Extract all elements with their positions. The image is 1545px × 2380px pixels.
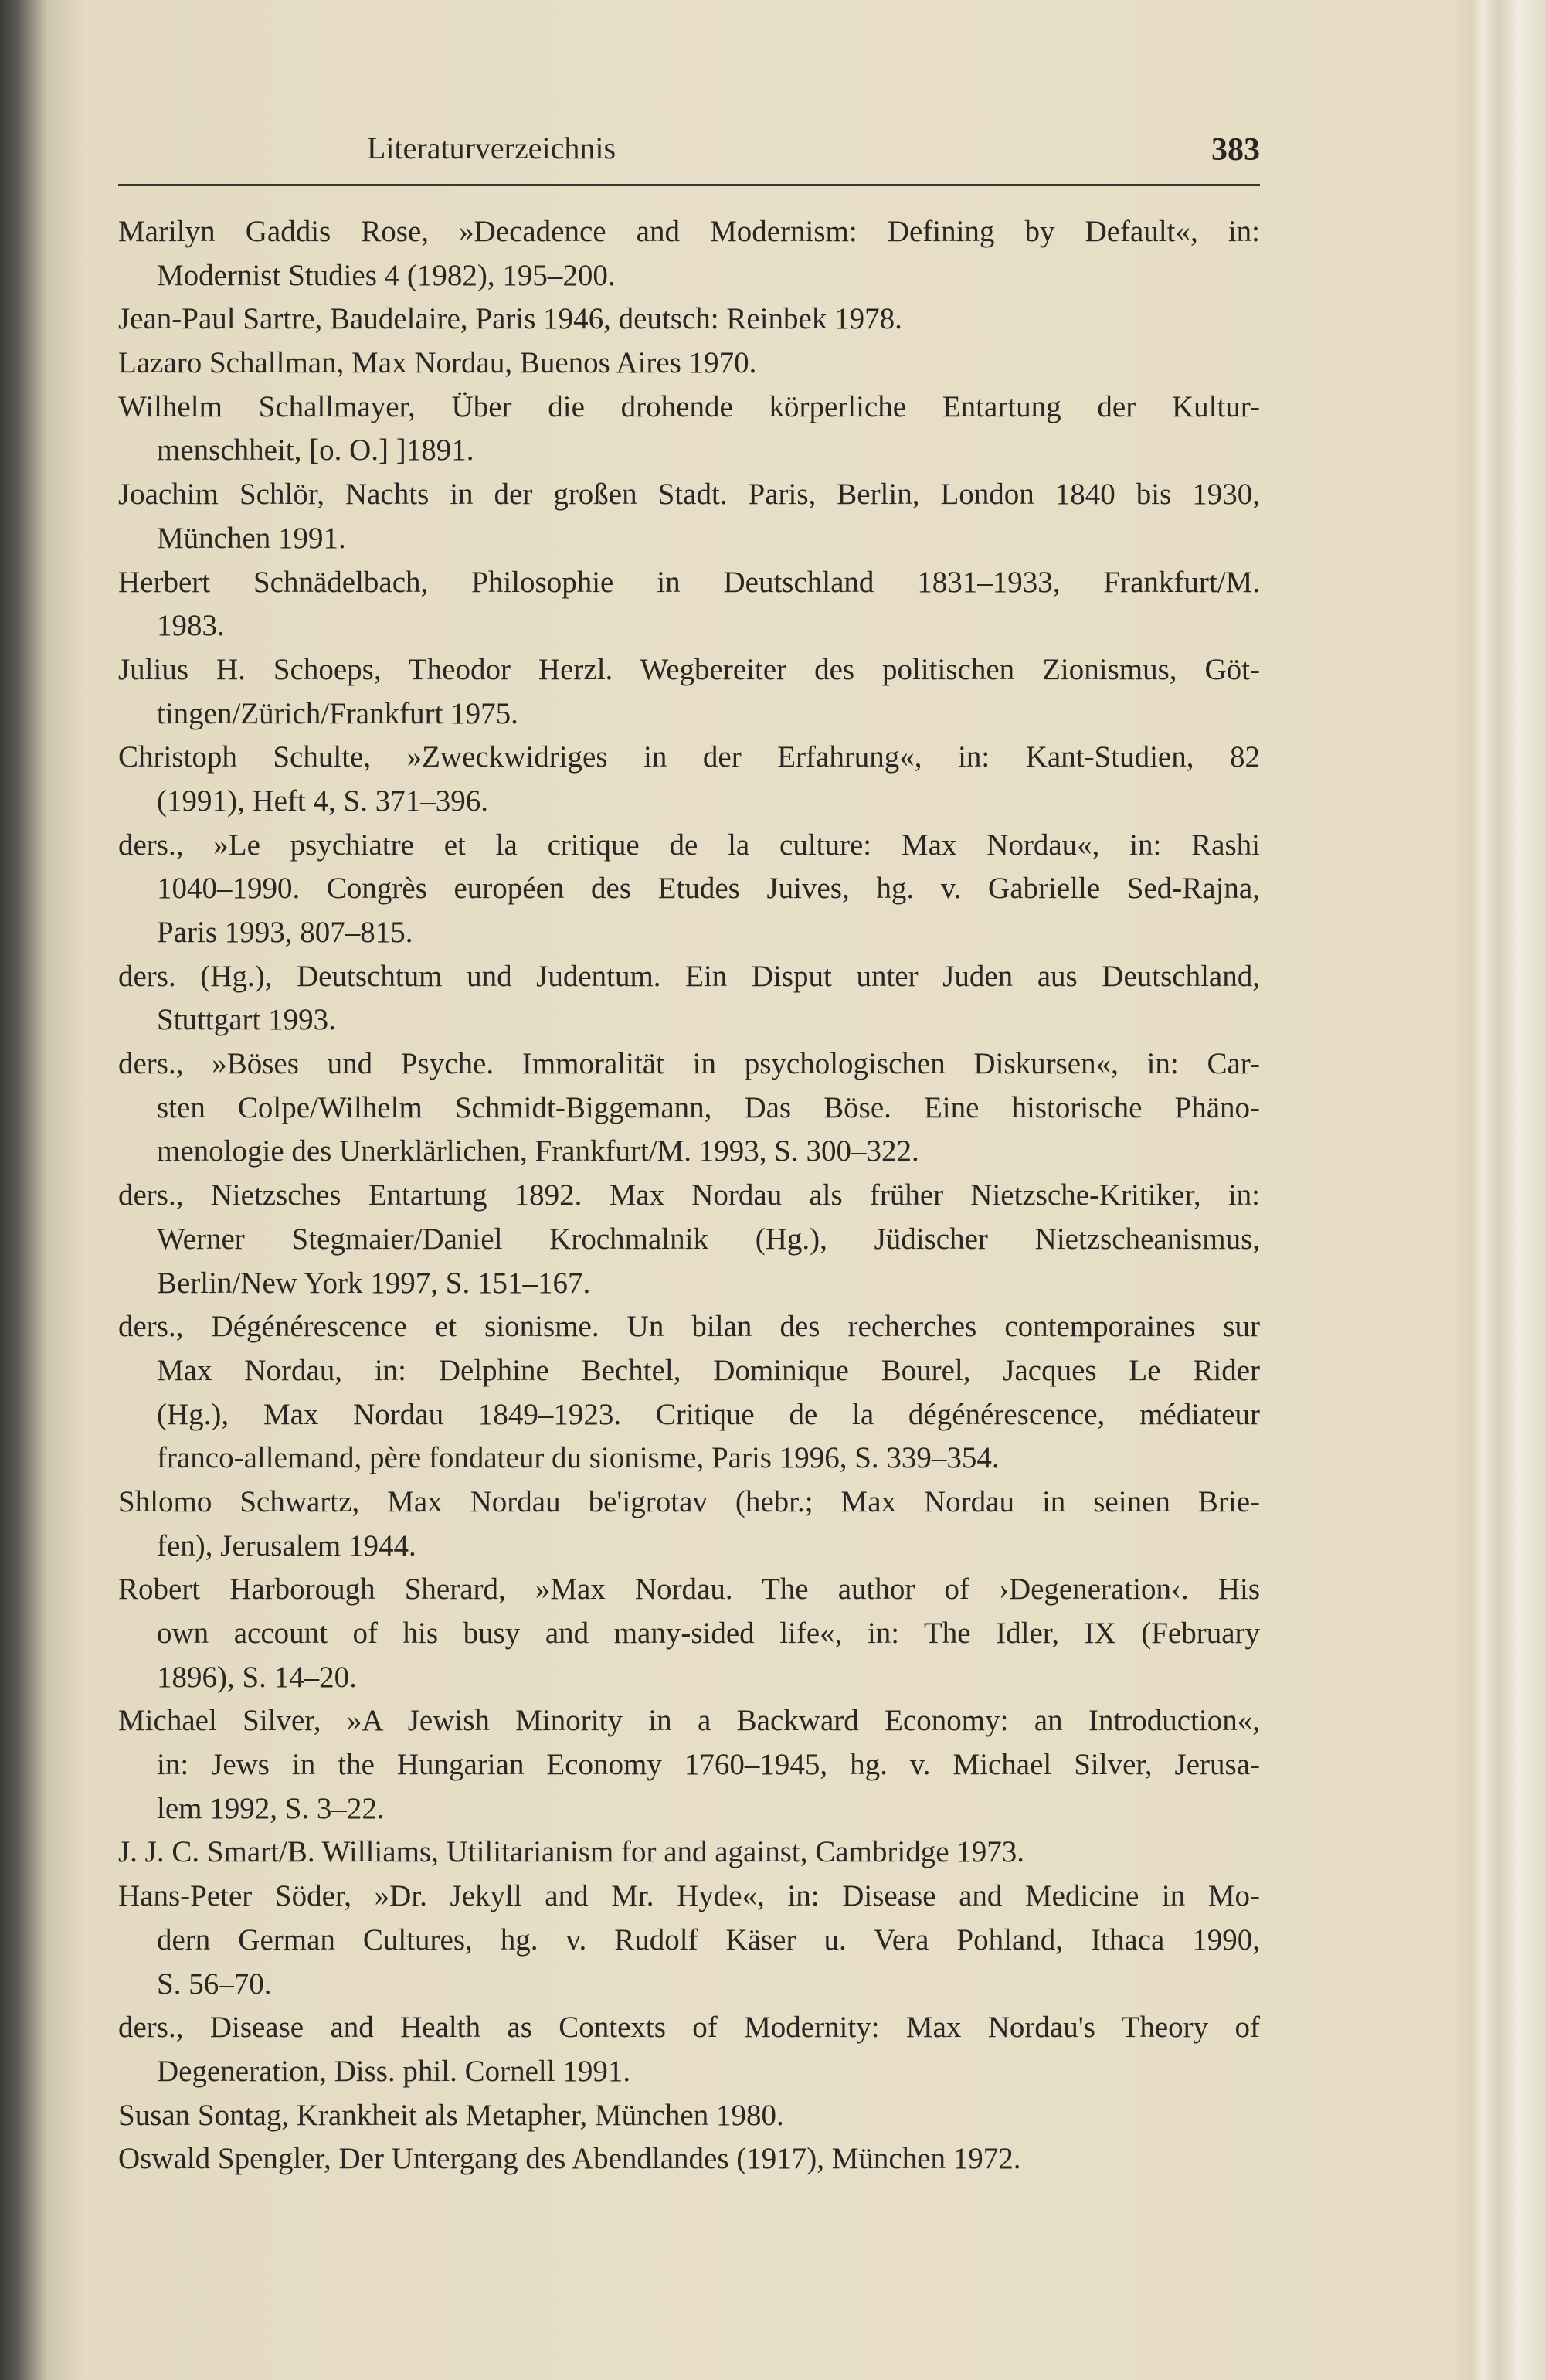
entry-line: Werner Stegmaier/Daniel Krochmalnik (Hg.), Jüdischer Nietzscheanismus, — [157, 1222, 1260, 1256]
bibliography-entry — [118, 1042, 1260, 1174]
entry-line: Marilyn Gaddis Rose, »Decadence and Modernism: Defining by Default«, in: — [118, 215, 1260, 248]
entry-line: fen), Jerusalem 1944. — [157, 1528, 416, 1562]
entry-line: Wilhelm Schallmayer, Über die drohende körperliche Entartung der Kultur- — [118, 389, 1260, 423]
entry-line: tingen/Zürich/Frankfurt 1975. — [157, 696, 518, 730]
bibliography-entry — [118, 1305, 1260, 1481]
entry-line: sten Colpe/Wilhelm Schmidt-Biggemann, Das Böse. Eine historische Phäno- — [157, 1090, 1260, 1124]
entry-line: (Hg.), Max Nordau 1849–1923. Critique de la dégénérescence, médiateur — [157, 1397, 1260, 1431]
bibliography-entry — [118, 473, 1260, 560]
bibliography-entry — [118, 1875, 1260, 2006]
bibliography-entry — [118, 1568, 1260, 1699]
bibliography-entry — [118, 2094, 1260, 2138]
entry-line: Herbert Schnädelbach, Philosophie in Deutschland 1831–1933, Frankfurt/M. — [118, 565, 1260, 599]
entry-line: Modernist Studies 4 (1982), 195–200. — [157, 258, 616, 292]
entry-line: ders., »Le psychiatre et la critique de la culture: Max Nordau«, in: Rashi — [118, 828, 1260, 862]
entry-line: Michael Silver, »A Jewish Minority in a Backward Economy: an Introduction«, — [118, 1704, 1260, 1738]
entry-line: S. 56–70. — [157, 1967, 272, 2001]
entry-line: Christoph Schulte, »Zweckwidriges in der Erfahrung«, in: Kant-Studien, 82 — [118, 740, 1260, 774]
running-title: Literaturverzeichnis — [367, 131, 616, 165]
entry-line: in: Jews in the Hungarian Economy 1760–1945, hg. v. Michael Silver, Jerusa- — [157, 1748, 1260, 1782]
entry-line: Paris 1993, 807–815. — [157, 916, 413, 949]
entry-line: Lazaro Schallman, Max Nordau, Buenos Aires 1970. — [118, 346, 757, 380]
bibliography-entry — [118, 1699, 1260, 1831]
entry-line: Degeneration, Diss. phil. Cornell 1991. — [157, 2054, 631, 2088]
entry-line: ders., Nietzsches Entartung 1892. Max Nordau als früher Nietzsche-Kritiker, in: — [118, 1178, 1260, 1212]
bibliography-entry — [118, 1831, 1260, 1875]
entry-line: 1896), S. 14–20. — [157, 1660, 357, 1694]
bibliography-entry — [118, 210, 1260, 298]
entry-line: own account of his busy and many-sided life«, in: The Idler, IX (February — [157, 1617, 1260, 1650]
entry-line: lem 1992, S. 3–22. — [157, 1791, 385, 1825]
bibliography-entry — [118, 1481, 1260, 1568]
entry-line: Julius H. Schoeps, Theodor Herzl. Wegbereiter des politischen Zionismus, Göt- — [118, 652, 1260, 686]
entry-line: ders., Dégénérescence et sionisme. Un bilan des recherches contemporaines sur — [118, 1310, 1260, 1344]
entry-line: Oswald Spengler, Der Untergang des Abendlandes (1917), München 1972. — [118, 2142, 1021, 2176]
entry-line: Hans-Peter Söder, »Dr. Jekyll and Mr. Hyde«, in: Disease and Medicine in Mo- — [118, 1879, 1260, 1913]
entry-line: Stuttgart 1993. — [157, 1003, 336, 1037]
bibliography-entry — [118, 736, 1260, 823]
entry-line: Shlomo Schwartz, Max Nordau be'igrotav (hebr.; Max Nordau in seinen Brie- — [118, 1484, 1260, 1518]
bibliography-entry — [118, 561, 1260, 648]
entry-line: München 1991. — [157, 521, 346, 555]
bibliography-list — [118, 210, 1260, 2181]
entry-line: (1991), Heft 4, S. 371–396. — [157, 784, 488, 818]
entry-line: 1040–1990. Congrès européen des Etudes Juives, hg. v. Gabrielle Sed-Rajna, — [157, 872, 1260, 906]
entry-line: ders., Disease and Health as Contexts of Modernity: Max Nordau's Theory of — [118, 2011, 1260, 2045]
entry-line: franco-allemand, père fondateur du sionisme, Paris 1996, S. 339–354. — [157, 1441, 1000, 1475]
bibliography-entry — [118, 955, 1260, 1042]
bibliography-entry — [118, 298, 1260, 342]
entry-line: Berlin/New York 1997, S. 151–167. — [157, 1266, 591, 1300]
entry-line: Joachim Schlör, Nachts in der großen Stadt. Paris, Berlin, London 1840 bis 1930, — [118, 478, 1260, 512]
entry-line: Max Nordau, in: Delphine Bechtel, Dominique Bourel, Jacques Le Rider — [157, 1353, 1260, 1387]
entry-line: dern German Cultures, hg. v. Rudolf Käser u. Vera Pohland, Ithaca 1990, — [157, 1923, 1260, 1957]
bibliography-entry — [118, 2006, 1260, 2093]
entry-line: J. J. C. Smart/B. Williams, Utilitarianism for and against, Cambridge 1973. — [118, 1835, 1025, 1869]
bibliography-entry — [118, 824, 1260, 955]
entry-line: Jean-Paul Sartre, Baudelaire, Paris 1946, deutsch: Reinbek 1978. — [118, 302, 902, 336]
entry-line: 1983. — [157, 609, 225, 643]
entry-line: ders. (Hg.), Deutschtum und Judentum. Ein Disput unter Juden aus Deutschland, — [118, 959, 1260, 993]
entry-line: menologie des Unerklärlichen, Frankfurt/M. 1993, S. 300–322. — [157, 1134, 919, 1168]
entry-line: Robert Harborough Sherard, »Max Nordau. The author of ›Degeneration‹. His — [118, 1572, 1260, 1606]
entry-line: ders., »Böses und Psyche. Immoralität in psychologischen Diskursen«, in: Car- — [118, 1047, 1260, 1081]
bibliography-entry — [118, 1174, 1260, 1305]
bibliography-entry — [118, 386, 1260, 473]
entry-line: Susan Sontag, Krankheit als Metapher, München 1980. — [118, 2098, 784, 2132]
bibliography-entry — [118, 2137, 1260, 2181]
page-header — [118, 124, 1260, 186]
bibliography-entry — [118, 648, 1260, 736]
page-number: 383 — [1211, 132, 1260, 168]
bibliography-entry — [118, 342, 1260, 386]
entry-line: menschheit, [o. O.] ]1891. — [157, 434, 474, 468]
